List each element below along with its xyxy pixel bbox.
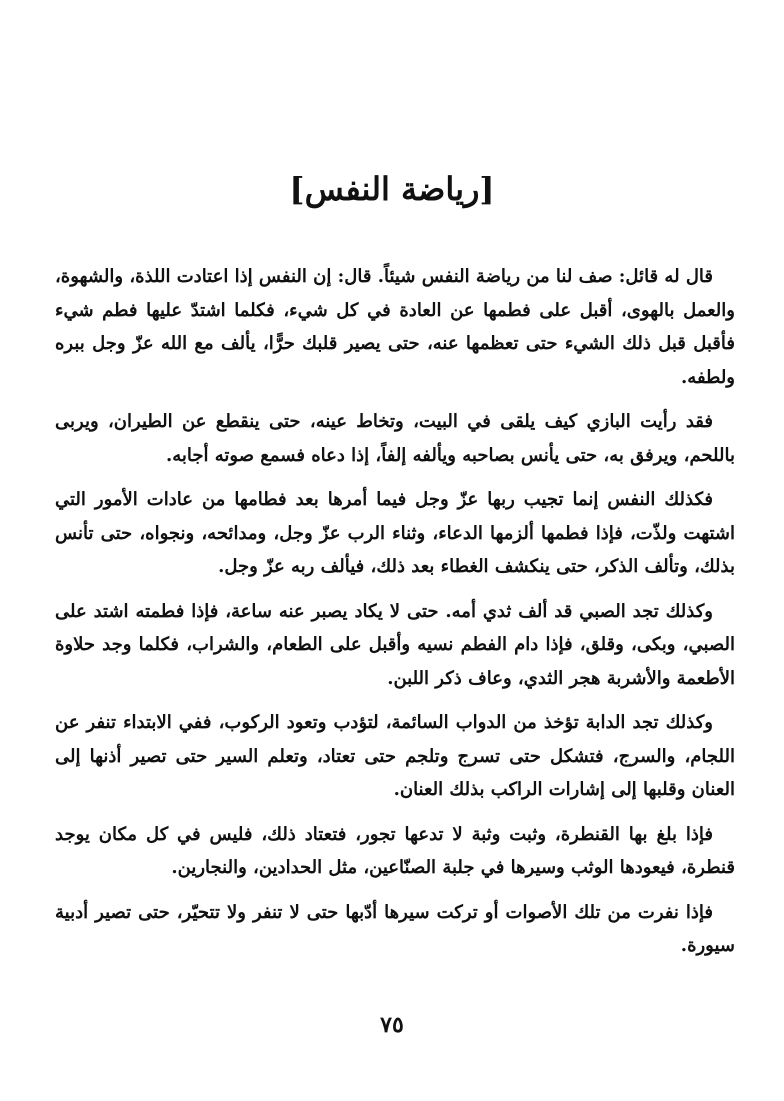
paragraph-6: فإذا بلغ بها القنطرة، وثبت وثبة لا تدعها تجور، فتعتاد ذلك، فليس في كل مكان يوجد قنطرة، فيعودها الوثب وسيرها في جلبة الصنّاعين، مثل الحدادين، والنجارين. [55, 823, 735, 878]
paragraph-1: قال له قائل: صف لنا من رياضة النفس شيئاً. قال: إن النفس إذا اعتادت اللذة، والشهوة، والعمل بالهوى، أقبل على فطمها عن العادة في كل شيء، فكلما اشتدّ عليها فطم شيء فأقبل قبل ذلك الشيء حتى تعظمها عنه، حتى يصير قلبك حرًّا، يألف مع الله عزّ وجل ببره ولطفه. [55, 266, 735, 388]
paragraph-4: وكذلك تجد الصبي قد ألف ثدي أمه. حتى لا يكاد يصبر عنه ساعة، فإذا فطمته اشتد على الصبي، وبكى، وقلق، فإذا دام الفطم نسيه وأقبل على الطعام، والشراب، فكلما وجد حلاوة الأطعمة والأشربة هجر الثدي، وعاف ذكر اللبن. [55, 600, 735, 689]
paragraph-3: فكذلك النفس إنما تجيب ربها عزّ وجل فيما أمرها بعد فطامها من عادات الأمور التي اشتهت ولذّت، فإذا فطمها ألزمها الدعاء، وثناء الرب عزّ وجل، ومدائحه، ونجواه، حتى تأنس بذلك، وتألف الذكر، حتى ينكشف الغطاء بعد ذلك، فيألف ربه عزّ وجل. [55, 489, 735, 577]
paragraph-2: فقد رأيت البازي كيف يلقى في البيت، وتخاط عينه، حتى ينقطع عن الطيران، ويربى باللحم، ويرفق به، حتى يأنس بصاحبه ويألفه إلفاً، إذا دعاه فسمع صوته أجابه. [55, 411, 735, 466]
paragraph-7: فإذا نفرت من تلك الأصوات أو تركت سيرها أدّبها حتى لا تنفر ولا تتحيّر، حتى تصير أدبية سيورة. [55, 901, 735, 956]
paragraph-5: وكذلك تجد الدابة تؤخذ من الدواب السائمة، لتؤدب وتعود الركوب، ففي الابتداء تنفر عن اللجام، والسرج، فتشكل حتى تسرج وتلجم حتى تعتاد، وتعلم السير حتى تصير أذنها إلى العنان وقلبها إلى إشارات الراكب بذلك العنان. [55, 712, 735, 800]
page-number: ٧٥ [380, 1012, 404, 1038]
section-title: [رياضة النفس] [289, 170, 495, 208]
body-text [55, 260, 735, 974]
